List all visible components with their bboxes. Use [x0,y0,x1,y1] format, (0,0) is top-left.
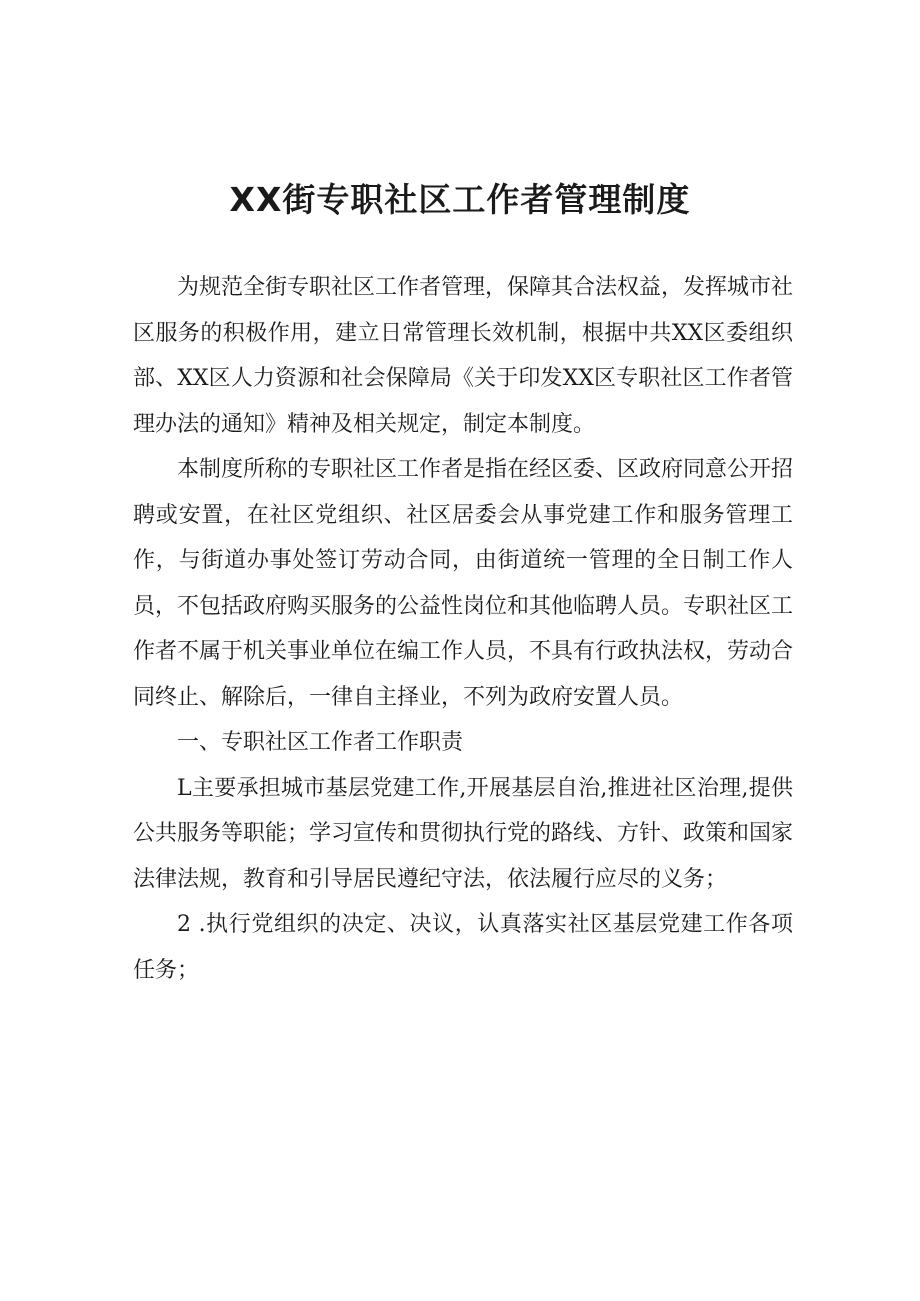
duty-item-2: 2 .执行党组织的决定、决议，认真落实社区基层党建工作各项任务； [133,912,793,983]
document-body [133,265,793,993]
section-heading-duties: 一、专职社区工作者工作职责 [177,730,464,755]
paragraph-purpose: 为规范全街专职社区工作者管理，保障其合法权益，发挥城市社区服务的积极作用，建立日常管理长效机制，根据中共XX区委组织部、XX区人力资源和社会保障局《关于印发XX区专职社区工作者管理办法的通知》精神及相关规定，制定本制度。 [133,275,794,437]
document-title: XX街专职社区工作者管理制度 [229,180,691,219]
duty-item-1: L主要承担城市基层党建工作,开展基层自治,推进社区治理,提供公共服务等职能；学习宣传和贯彻执行党的路线、方针、政策和国家法律法规，教育和引导居民遵纪守法，依法履行应尽的义务； [133,775,794,892]
paragraph-definition: 本制度所称的专职社区工作者是指在经区委、区政府同意公开招聘或安置，在社区党组织、社区居委会从事党建工作和服务管理工作，与街道办事处签订劳动合同，由街道统一管理的全日制工作人员，不包括政府购买服务的公益性岗位和其他临聘人员。专职社区工作者不属于机关事业单位在编工作人员，不具有行政执法权，劳动合同终止、解除后，一律自主择业，不列为政府安置人员。 [133,457,794,710]
